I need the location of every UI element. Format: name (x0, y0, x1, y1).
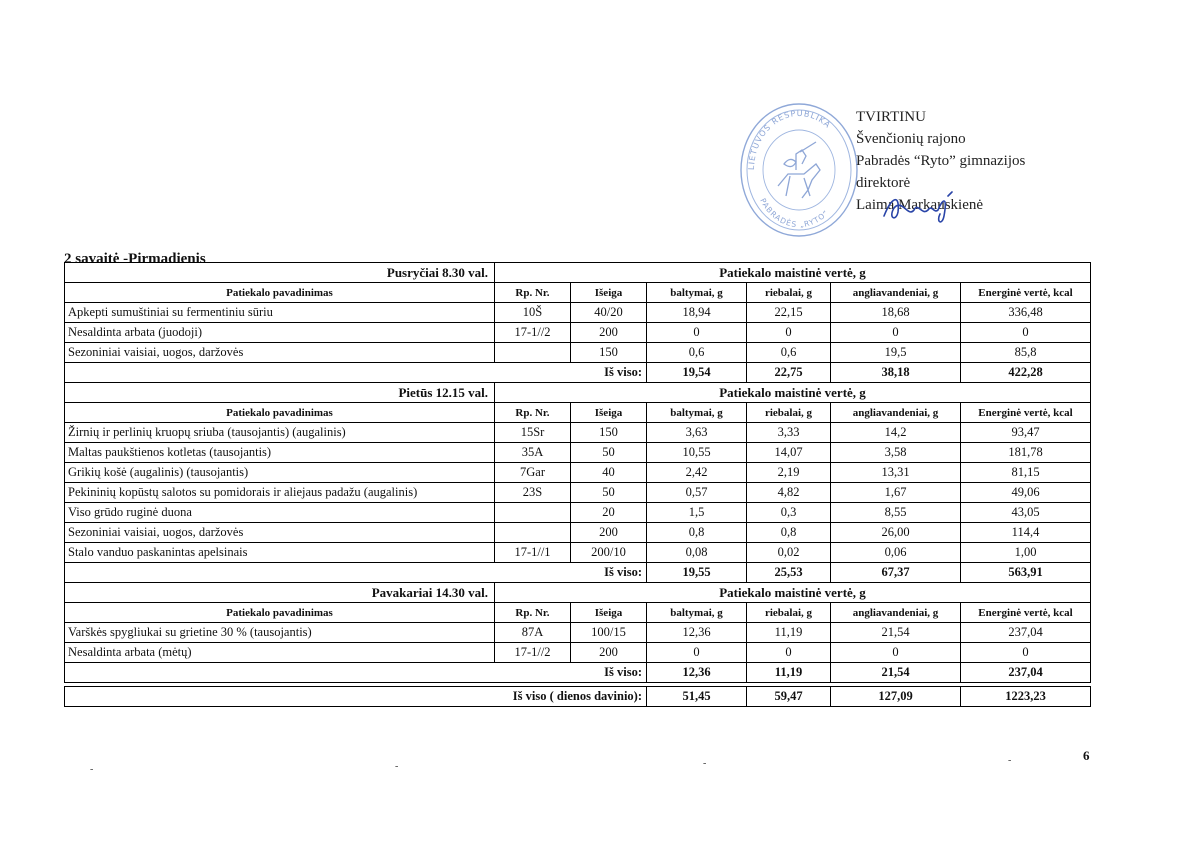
recipe-number: 35A (495, 443, 571, 463)
meal-total-row (65, 363, 1091, 383)
total-energy: 563,91 (961, 563, 1091, 583)
yield: 200/10 (571, 543, 647, 563)
yield: 20 (571, 503, 647, 523)
value-carbs: 0,06 (831, 543, 961, 563)
value-protein: 0 (647, 323, 747, 343)
column-header-protein: baltymai, g (647, 283, 747, 303)
recipe-number (495, 343, 571, 363)
value-fat: 11,19 (747, 623, 831, 643)
value-carbs: 21,54 (831, 623, 961, 643)
value-carbs: 3,58 (831, 443, 961, 463)
recipe-number: 23S (495, 483, 571, 503)
value-carbs: 18,68 (831, 303, 961, 323)
svg-text:LIETUVOS RESPUBLIKA (747, 109, 833, 170)
total-label: Iš viso: (65, 363, 647, 383)
value-fat: 0,6 (747, 343, 831, 363)
meal-label: Pavakariai 14.30 val. (65, 583, 495, 603)
value-carbs: 0 (831, 643, 961, 663)
column-header-rp: Rp. Nr. (495, 603, 571, 623)
column-header-row (65, 283, 1091, 303)
daily-total-energy: 1223,23 (961, 687, 1091, 707)
recipe-number: 87A (495, 623, 571, 643)
total-label: Iš viso: (65, 563, 647, 583)
approval-line: Laima Markauskienė (856, 197, 984, 213)
recipe-number: 7Gar (495, 463, 571, 483)
table-row (65, 303, 1091, 323)
daily-total-label: Iš viso ( dienos davinio): (65, 687, 647, 707)
value-energy: 114,4 (961, 523, 1091, 543)
value-fat: 0,02 (747, 543, 831, 563)
stamp-top-text: LIETUVOS RESPUBLIKA (746, 108, 833, 171)
value-carbs: 1,67 (831, 483, 961, 503)
meal-label: Pietūs 12.15 val. (65, 383, 495, 403)
column-header-rp: Rp. Nr. (495, 283, 571, 303)
value-protein: 18,94 (647, 303, 747, 323)
yield: 40 (571, 463, 647, 483)
daily-total-carbs: 127,09 (831, 687, 961, 707)
value-carbs: 0 (831, 323, 961, 343)
value-protein: 0 (647, 643, 747, 663)
total-fat: 11,19 (747, 663, 831, 683)
total-label: Iš viso: (65, 663, 647, 683)
yield: 150 (571, 423, 647, 443)
value-fat: 0,3 (747, 503, 831, 523)
dish-name: Nesaldinta arbata (juodoji) (65, 323, 495, 343)
table-row (65, 423, 1091, 443)
value-fat: 4,82 (747, 483, 831, 503)
daily-total-fat: 59,47 (747, 687, 831, 707)
value-fat: 3,33 (747, 423, 831, 443)
column-header-carbs: angliavandeniai, g (831, 403, 961, 423)
nutrition-header: Patiekalo maistinė vertė, g (495, 263, 1091, 283)
value-energy: 43,05 (961, 503, 1091, 523)
recipe-number (495, 523, 571, 543)
meal-header-row (65, 263, 1091, 283)
page-number: 6 (1083, 748, 1090, 763)
recipe-number: 17-1//2 (495, 323, 571, 343)
column-header-yield: Išeiga (571, 283, 647, 303)
column-header-fat: riebalai, g (747, 603, 831, 623)
column-header-rp: Rp. Nr. (495, 403, 571, 423)
value-energy: 0 (961, 323, 1091, 343)
value-protein: 10,55 (647, 443, 747, 463)
value-energy: 237,04 (961, 623, 1091, 643)
column-header-row (65, 603, 1091, 623)
value-protein: 0,57 (647, 483, 747, 503)
value-fat: 14,07 (747, 443, 831, 463)
page-title: 2 savaitė -Pirmadienis (64, 251, 206, 267)
dish-name: Pekininių kopūstų salotos su pomidorais ir aliejaus padažu (augalinis) (65, 483, 495, 503)
recipe-number (495, 503, 571, 523)
dish-name: Sezoniniai vaisiai, uogos, daržovės (65, 523, 495, 543)
column-header-name: Patiekalo pavadinimas (65, 403, 495, 423)
value-carbs: 8,55 (831, 503, 961, 523)
total-carbs: 67,37 (831, 563, 961, 583)
table-row (65, 323, 1091, 343)
value-carbs: 14,2 (831, 423, 961, 443)
scan-mark: - (90, 764, 94, 775)
meal-header-row (65, 583, 1091, 603)
value-protein: 2,42 (647, 463, 747, 483)
value-protein: 0,8 (647, 523, 747, 543)
menu-table (64, 262, 1091, 707)
recipe-number: 17-1//1 (495, 543, 571, 563)
recipe-number: 10Š (495, 303, 571, 323)
table-row (65, 443, 1091, 463)
scan-mark: - (1008, 755, 1012, 766)
column-header-energy: Energinė vertė, kcal (961, 403, 1091, 423)
total-energy: 237,04 (961, 663, 1091, 683)
value-carbs: 26,00 (831, 523, 961, 543)
value-fat: 2,19 (747, 463, 831, 483)
meal-total-row (65, 663, 1091, 683)
table-row (65, 523, 1091, 543)
yield: 200 (571, 643, 647, 663)
table-row (65, 643, 1091, 663)
yield: 200 (571, 523, 647, 543)
approval-line: Švenčionių rajono (856, 131, 966, 147)
value-energy: 336,48 (961, 303, 1091, 323)
approval-line: direktorė (856, 175, 911, 191)
dish-name: Stalo vanduo paskanintas apelsinais (65, 543, 495, 563)
knight-emblem-icon (778, 142, 820, 198)
director-signature (878, 188, 973, 228)
value-energy: 93,47 (961, 423, 1091, 443)
approval-line: Pabradės “Ryto” gimnazijos (856, 153, 1026, 169)
column-header-carbs: angliavandeniai, g (831, 603, 961, 623)
dish-name: Nesaldinta arbata (mėtų) (65, 643, 495, 663)
column-header-yield: Išeiga (571, 403, 647, 423)
column-header-energy: Energinė vertė, kcal (961, 283, 1091, 303)
value-carbs: 13,31 (831, 463, 961, 483)
value-energy: 85,8 (961, 343, 1091, 363)
yield: 50 (571, 483, 647, 503)
official-stamp (738, 100, 860, 240)
meal-total-row (65, 563, 1091, 583)
meal-header-row (65, 383, 1091, 403)
column-header-row (65, 403, 1091, 423)
dish-name: Sezoniniai vaisiai, uogos, daržovės (65, 343, 495, 363)
meal-label: Pusryčiai 8.30 val. (65, 263, 495, 283)
yield: 150 (571, 343, 647, 363)
table-row (65, 343, 1091, 363)
table-row (65, 543, 1091, 563)
dish-name: Apkepti sumuštiniai su fermentiniu sūriu (65, 303, 495, 323)
column-header-carbs: angliavandeniai, g (831, 283, 961, 303)
table-row (65, 483, 1091, 503)
table-row (65, 623, 1091, 643)
value-fat: 0,8 (747, 523, 831, 543)
recipe-number: 17-1//2 (495, 643, 571, 663)
total-carbs: 38,18 (831, 363, 961, 383)
total-protein: 19,55 (647, 563, 747, 583)
nutrition-header: Patiekalo maistinė vertė, g (495, 583, 1091, 603)
recipe-number: 15Sr (495, 423, 571, 443)
column-header-energy: Energinė vertė, kcal (961, 603, 1091, 623)
dish-name: Maltas paukštienos kotletas (tausojantis) (65, 443, 495, 463)
value-protein: 1,5 (647, 503, 747, 523)
value-carbs: 19,5 (831, 343, 961, 363)
table-row (65, 463, 1091, 483)
value-fat: 22,15 (747, 303, 831, 323)
value-energy: 81,15 (961, 463, 1091, 483)
approval-line: TVIRTINU (856, 109, 926, 125)
yield: 100/15 (571, 623, 647, 643)
value-protein: 3,63 (647, 423, 747, 443)
value-energy: 49,06 (961, 483, 1091, 503)
column-header-protein: baltymai, g (647, 603, 747, 623)
total-protein: 19,54 (647, 363, 747, 383)
yield: 200 (571, 323, 647, 343)
column-header-name: Patiekalo pavadinimas (65, 603, 495, 623)
stamp-bottom-text: PABRADĖS „RYTO“ (758, 196, 831, 230)
column-header-fat: riebalai, g (747, 403, 831, 423)
total-energy: 422,28 (961, 363, 1091, 383)
column-header-fat: riebalai, g (747, 283, 831, 303)
daily-total-row (65, 687, 1091, 707)
dish-name: Viso grūdo ruginė duona (65, 503, 495, 523)
yield: 40/20 (571, 303, 647, 323)
value-energy: 0 (961, 643, 1091, 663)
value-energy: 181,78 (961, 443, 1091, 463)
column-header-name: Patiekalo pavadinimas (65, 283, 495, 303)
dish-name: Žirnių ir perlinių kruopų sriuba (tausojantis) (augalinis) (65, 423, 495, 443)
value-protein: 0,08 (647, 543, 747, 563)
total-carbs: 21,54 (831, 663, 961, 683)
dish-name: Grikių košė (augalinis) (tausojantis) (65, 463, 495, 483)
column-header-protein: baltymai, g (647, 403, 747, 423)
scan-mark: - (395, 761, 399, 772)
value-fat: 0 (747, 323, 831, 343)
value-fat: 0 (747, 643, 831, 663)
scan-mark: - (703, 758, 707, 769)
table-row (65, 503, 1091, 523)
daily-total-protein: 51,45 (647, 687, 747, 707)
total-protein: 12,36 (647, 663, 747, 683)
value-energy: 1,00 (961, 543, 1091, 563)
column-header-yield: Išeiga (571, 603, 647, 623)
value-protein: 0,6 (647, 343, 747, 363)
dish-name: Varškės spygliukai su grietine 30 % (tausojantis) (65, 623, 495, 643)
total-fat: 22,75 (747, 363, 831, 383)
svg-text:PABRADĖS „RYTO“ (758, 197, 831, 229)
value-protein: 12,36 (647, 623, 747, 643)
nutrition-header: Patiekalo maistinė vertė, g (495, 383, 1091, 403)
total-fat: 25,53 (747, 563, 831, 583)
yield: 50 (571, 443, 647, 463)
